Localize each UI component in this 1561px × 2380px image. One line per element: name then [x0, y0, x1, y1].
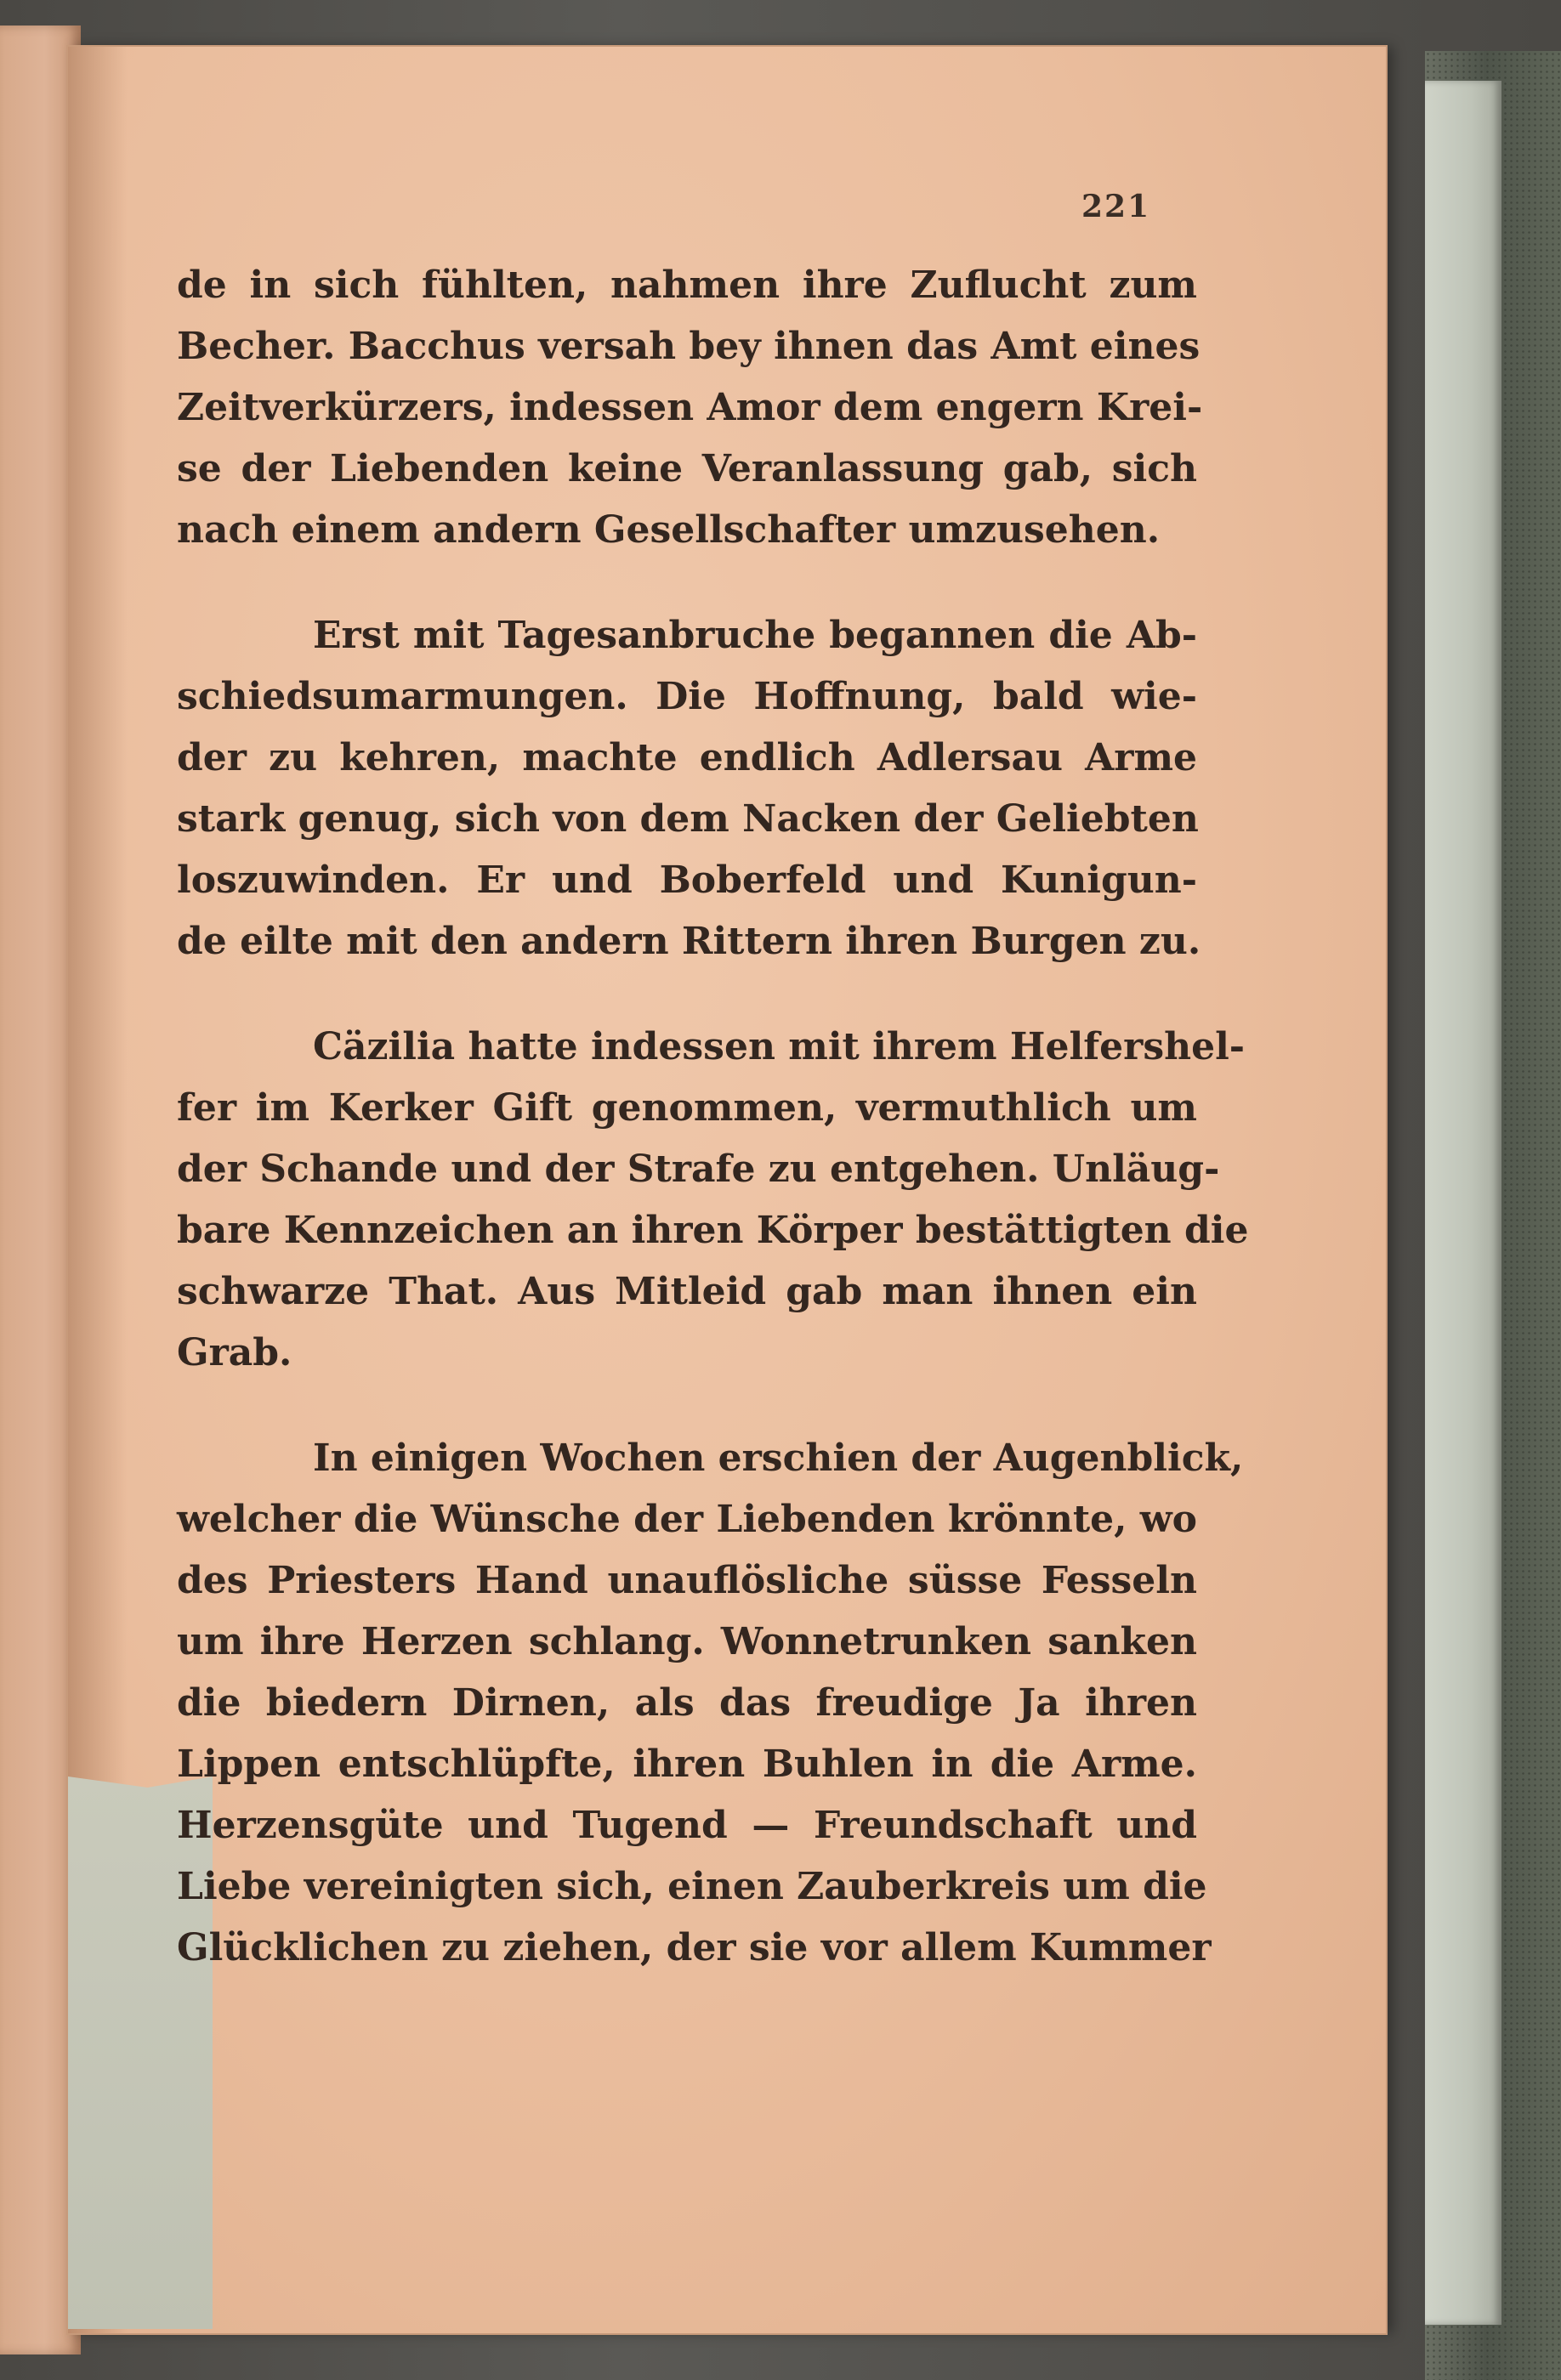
paragraph: [177, 255, 1203, 561]
text-line: fer im Kerker Gift genommen, vermuthlich um: [177, 1086, 1197, 1130]
text-line: um ihre Herzen schlang. Wonnetrunken sanken: [177, 1620, 1197, 1663]
paragraph: [177, 1017, 1249, 1384]
paragraph: [177, 1428, 1244, 1979]
page-text: [177, 255, 1249, 2023]
text-line: Erst mit Tagesanbruche begannen die Ab-: [313, 614, 1197, 657]
text-line: die biedern Dirnen, als das freudige Ja ihren: [177, 1681, 1197, 1725]
text-line: schiedsumarmungen. Die Hoffnung, bald wie-: [177, 675, 1197, 718]
text-line: Herzensgüte und Tugend — Freundschaft und: [177, 1804, 1197, 1847]
text-line: Glücklichen zu ziehen, der sie vor allem Kummer: [177, 1926, 1212, 1969]
text-line: welcher die Wünsche der Liebenden krönnte, wo: [177, 1498, 1198, 1541]
text-line: Grab.: [177, 1331, 292, 1374]
text-line: de eilte mit den andern Rittern ihren Burgen zu.: [177, 920, 1201, 963]
text-line: stark genug, sich von dem Nacken der Geliebten: [177, 797, 1199, 841]
text-line: nach einem andern Gesellschafter umzusehen.: [177, 508, 1161, 552]
text-line: se der Liebenden keine Veranlassung gab, sich: [177, 447, 1197, 490]
text-line: der Schande und der Strafe zu entgehen. Unläug-: [177, 1148, 1220, 1191]
text-line: der zu kehren, machte endlich Adlersau Arme: [177, 736, 1197, 779]
paragraph: [177, 605, 1201, 972]
book-board-edge: [1425, 81, 1501, 2325]
text-line: Cäzilia hatte indessen mit ihrem Helfershel-: [313, 1025, 1246, 1068]
text-line: loszuwinden. Er und Boberfeld und Kunigun-: [177, 858, 1197, 902]
text-line: Becher. Bacchus versah bey ihnen das Amt eines: [177, 325, 1201, 368]
text-line: des Priesters Hand unauflösliche süsse Fesseln: [177, 1559, 1197, 1602]
page-number: 221: [1081, 189, 1151, 224]
text-line: Zeitverkürzers, indessen Amor dem engern Krei-: [177, 386, 1203, 429]
text-line: de in sich fühlten, nahmen ihre Zuflucht zum: [177, 264, 1197, 307]
text-line: bare Kennzeichen an ihren Körper bestättigten die: [177, 1209, 1249, 1252]
text-line: Liebe vereinigten sich, einen Zauberkreis um die: [177, 1865, 1207, 1908]
text-line: Lippen entschlüpfte, ihren Buhlen in die Arme.: [177, 1742, 1197, 1786]
text-line: schwarze That. Aus Mitleid gab man ihnen ein: [177, 1270, 1197, 1313]
text-line: In einigen Wochen erschien der Augenblick,: [313, 1436, 1244, 1480]
